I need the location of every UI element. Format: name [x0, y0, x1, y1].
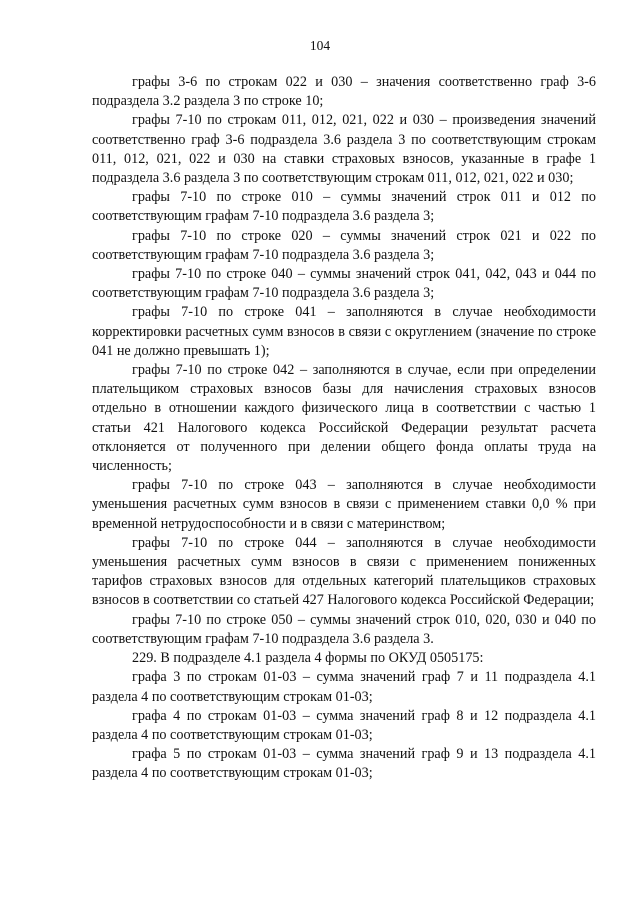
paragraph: графы 7-10 по строке 020 – суммы значений строк 021 и 022 по соответствующим графам 7-10 подраздела 3.6 раздела 3;: [92, 227, 596, 263]
paragraph: графа 3 по строкам 01-03 – сумма значений граф 7 и 11 подраздела 4.1 раздела 4 по соответствующим строкам 01-03;: [92, 669, 596, 705]
paragraph: графы 7-10 по строке 041 – заполняются в случае необходимости корректировки расчетных сумм взносов в связи с округлением (значение по строке 041 не должно превышать 1);: [92, 304, 596, 359]
paragraph: графа 4 по строкам 01-03 – сумма значений граф 8 и 12 подраздела 4.1 раздела 4 по соответствующим строкам 01-03;: [92, 707, 596, 743]
paragraph: графы 7-10 по строке 042 – заполняются в случае, если при определении плательщиком страховых взносов базы для начисления страховых взносов отдельно в отношении каждого физического лица в соответствии с частью 1 статьи 421 Налогового кодекса Российской Федерации результат расчета отклоняется от полученного при делении общего фонда оплаты труда на численность;: [92, 362, 596, 475]
paragraph: графы 7-10 по строке 050 – суммы значений строк 010, 020, 030 и 040 по соответствующим графам 7-10 подраздела 3.6 раздела 3.: [92, 611, 596, 647]
paragraph: графы 3-6 по строкам 022 и 030 – значения соответственно граф 3-6 подраздела 3.2 раздела 3 по строке 10;: [92, 74, 596, 110]
section-heading-229: 229. В подразделе 4.1 раздела 4 формы по ОКУД 0505175:: [132, 650, 484, 667]
page-number: 104: [309, 38, 331, 53]
paragraph: графы 7-10 по строке 010 – суммы значений строк 011 и 012 по соответствующим графам 7-10 подраздела 3.6 раздела 3;: [92, 189, 596, 225]
paragraph: графы 7-10 по строке 044 – заполняются в случае необходимости уменьшения расчетных сумм взносов в связи с применением пониженных тарифов страховых взносов для отдельных категорий плательщиков страховых взносов в соответствии со статьей 427 Налогового кодекса Российской Федерации;: [92, 534, 596, 609]
document-body: [92, 73, 596, 784]
paragraph: графы 7-10 по строке 043 – заполняются в случае необходимости уменьшения расчетных сумм взносов в связи с применением ставки 0,0 % при временной нетрудоспособности и в связи с материнством;: [92, 477, 596, 532]
paragraph: графы 7-10 по строкам 011, 012, 021, 022 и 030 – произведения значений соответственно граф 3-6 подраздела 3.6 раздела 3 по соответствующим строкам 011, 012, 021, 022 и 030 на ставки страховых взносов, указанные в графе 1 подраздела 3.6 раздела 3 по соответствующим строкам 011, 012, 021, 022 и 030;: [92, 112, 596, 187]
paragraph: графа 5 по строкам 01-03 – сумма значений граф 9 и 13 подраздела 4.1 раздела 4 по соответствующим строкам 01-03;: [92, 746, 596, 782]
paragraph: графы 7-10 по строке 040 – суммы значений строк 041, 042, 043 и 044 по соответствующим графам 7-10 подраздела 3.6 раздела 3;: [92, 266, 596, 302]
